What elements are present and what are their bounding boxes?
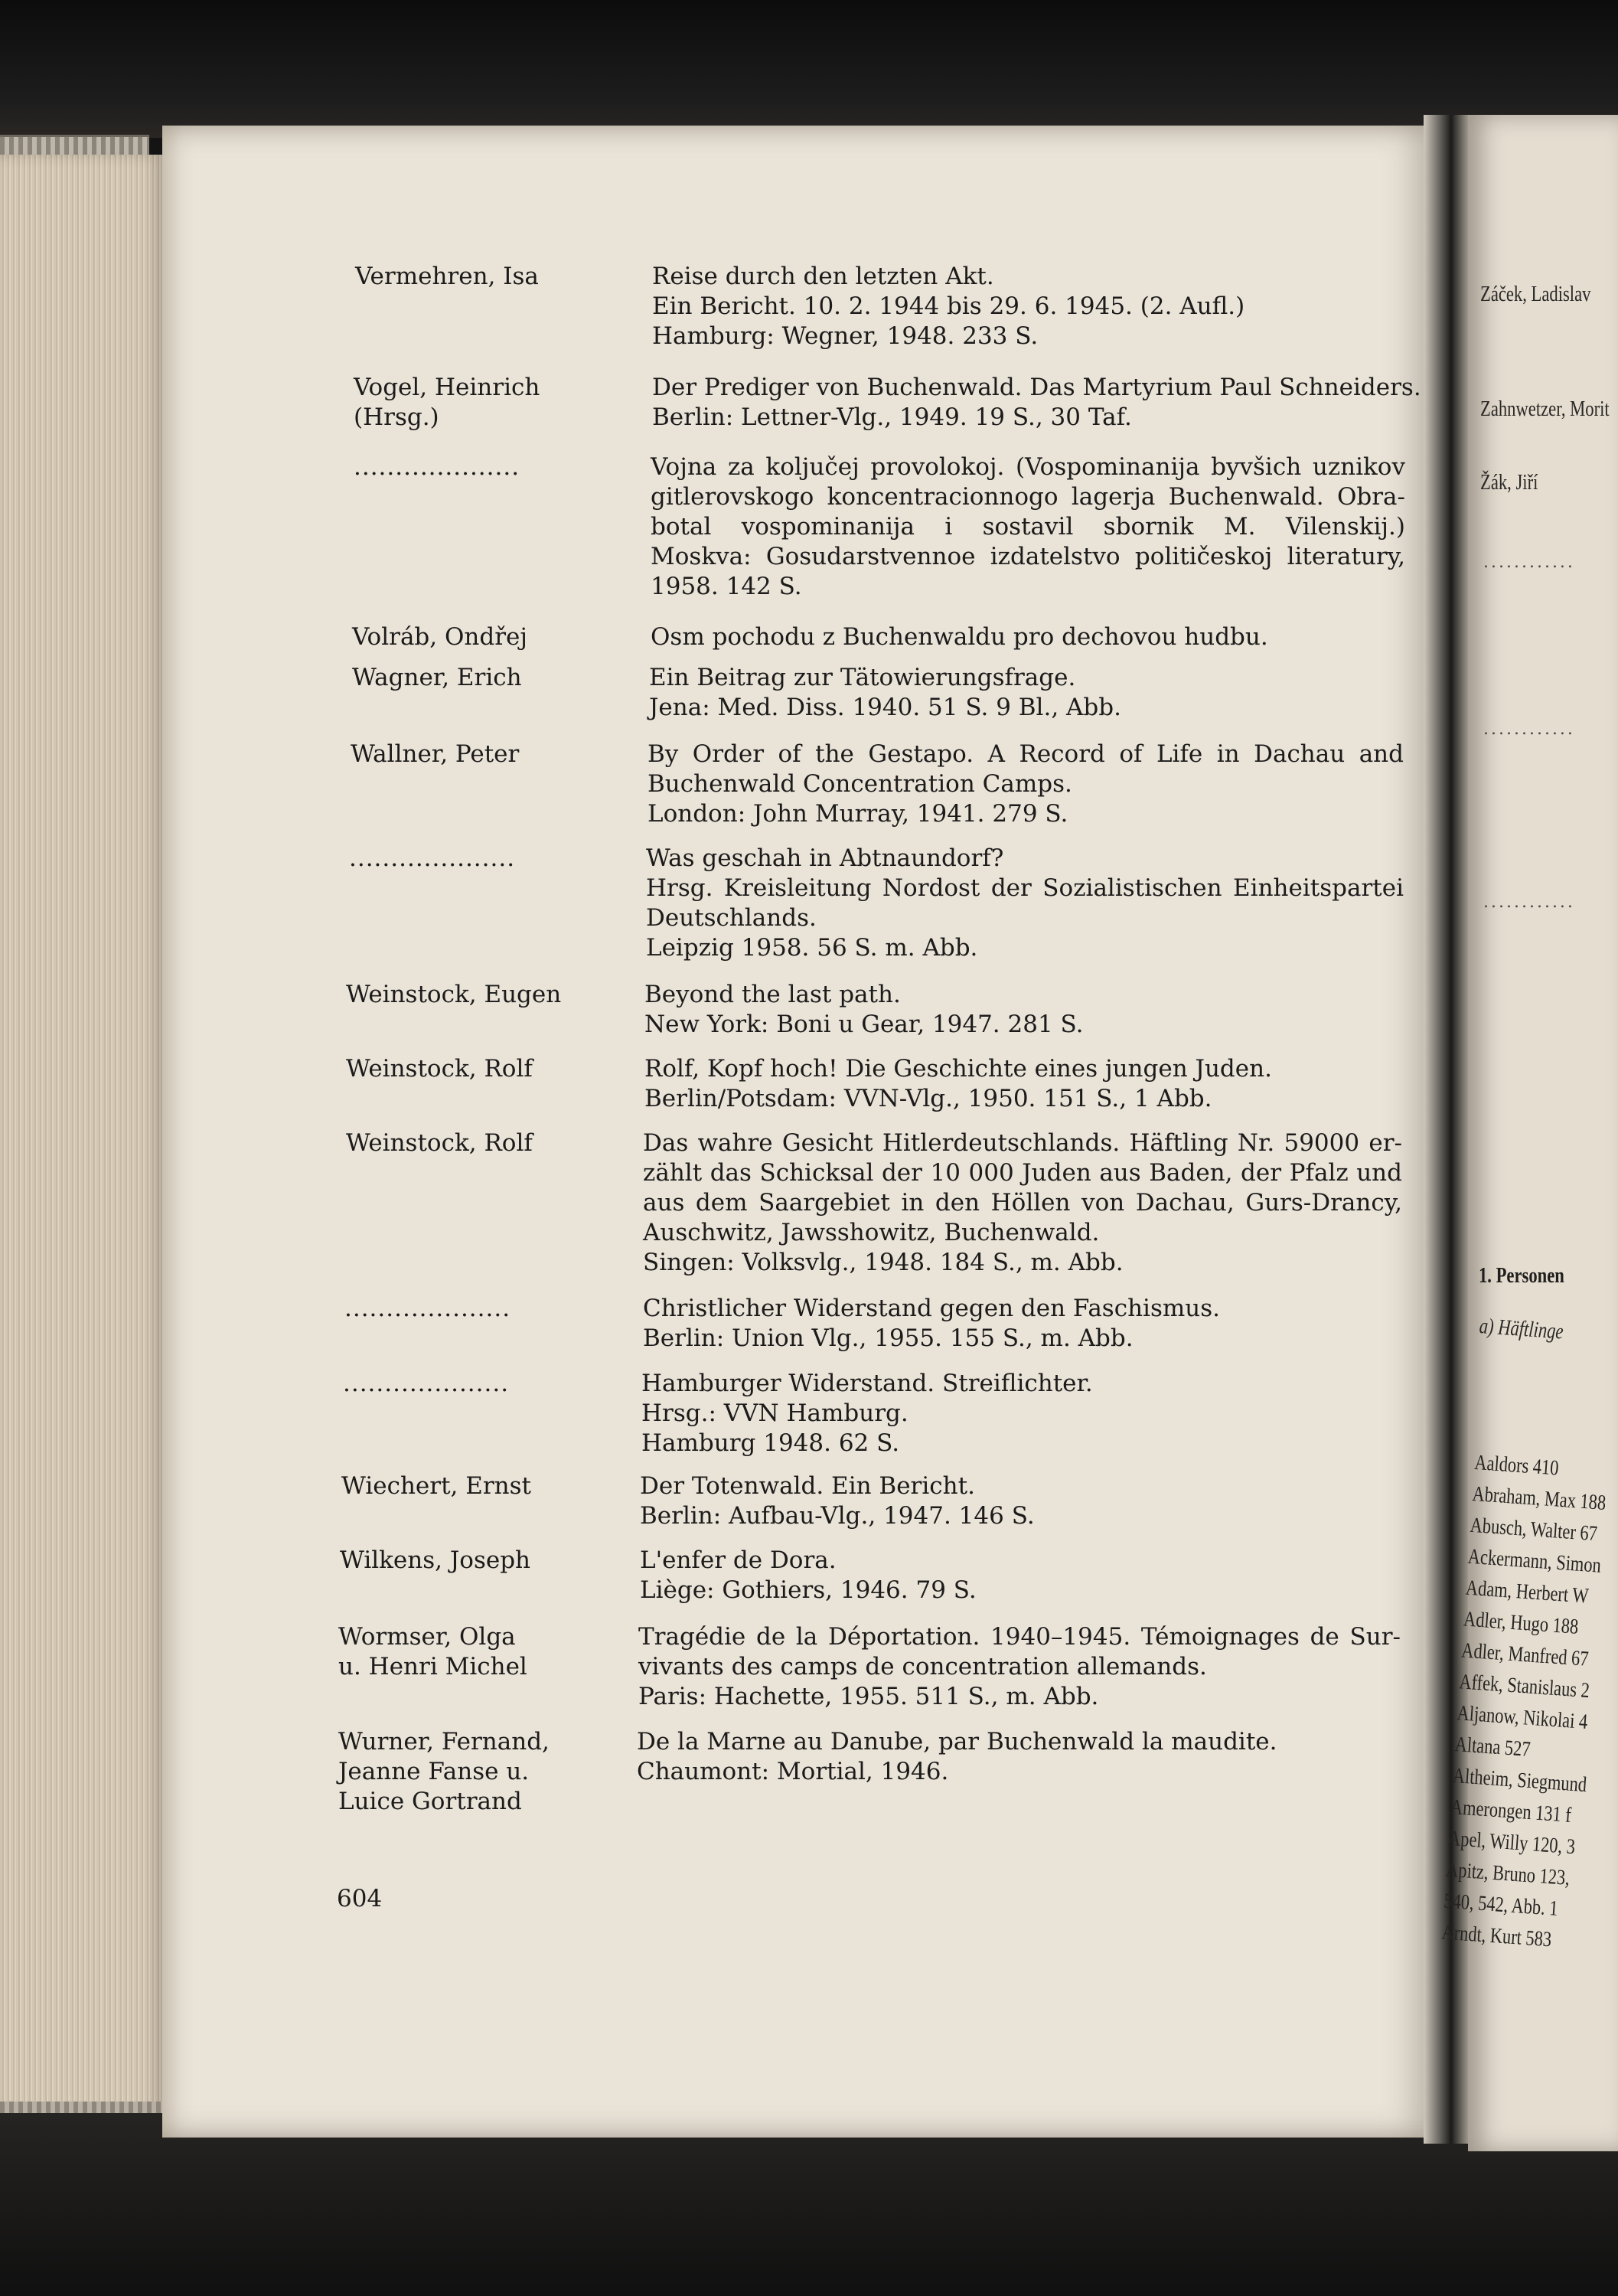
index-item: Abusch, Walter 67 — [1469, 1513, 1598, 1546]
index-item: 540, 542, Abb. 1 — [1443, 1889, 1559, 1921]
entry-author: Vogel, Heinrich — [354, 374, 540, 401]
author-omitted-dots: .................... — [349, 844, 516, 872]
entry-author: Vermehren, Isa — [355, 263, 539, 290]
page-number: 604 — [337, 1885, 383, 1912]
entry-line: Das wahre Gesicht Hitlerdeutschlands. Häftling Nr. 59000 er- — [643, 1129, 1402, 1157]
entry-author: Wormser, Olga — [338, 1623, 516, 1651]
next-page-name: Žák, Jiří — [1480, 470, 1538, 495]
entry-line: Liège: Gothiers, 1946. 79 S. — [640, 1576, 977, 1604]
entry-line: L'enfer de Dora. — [640, 1546, 837, 1574]
next-page-dots: ............ — [1483, 893, 1575, 912]
entry-line: Christlicher Widerstand gegen den Faschismus. — [643, 1295, 1220, 1322]
entry-line: Auschwitz, Jawsshowitz, Buchenwald. — [643, 1219, 1100, 1246]
index-item: Affek, Stanislaus 2 — [1458, 1670, 1590, 1703]
page-edges — [0, 155, 165, 2115]
entry-line: Tragédie de la Déportation. 1940–1945. Témoignages de Sur- — [638, 1623, 1401, 1651]
entry-author: Weinstock, Eugen — [346, 981, 562, 1008]
entry-line: Deutschlands. — [646, 904, 817, 932]
entry-line: vivants des camps de concentration allemands. — [638, 1653, 1207, 1680]
entry-line: Osm pochodu z Buchenwaldu pro dechovou hudbu. — [651, 623, 1268, 651]
index-item: Apel, Willy 120, 3 — [1447, 1826, 1576, 1860]
entry-line: Hamburg: Wegner, 1948. 233 S. — [652, 322, 1039, 350]
entry-author: Jeanne Fanse u. — [338, 1758, 530, 1785]
entry-author: u. Henri Michel — [338, 1653, 527, 1680]
left-page — [162, 126, 1433, 2138]
index-item: Aaldors 410 — [1473, 1450, 1560, 1481]
entry-author: Wagner, Erich — [352, 664, 522, 691]
entry-line: Reise durch den letzten Akt. — [652, 263, 994, 290]
next-page-dots: ............ — [1483, 720, 1575, 739]
entry-author: (Hrsg.) — [354, 403, 439, 431]
entry-line: Singen: Volksvlg., 1948. 184 S., m. Abb. — [643, 1249, 1124, 1276]
entry-author: Weinstock, Rolf — [346, 1129, 533, 1157]
right-page-partial — [1440, 115, 1618, 2151]
author-omitted-dots: .................... — [343, 1370, 510, 1397]
entry-line: Moskva: Gosudarstvennoe izdatelstvo političeskoj literatury, — [651, 543, 1405, 570]
entry-author: Wilkens, Joseph — [340, 1546, 531, 1574]
index-item: Arndt, Kurt 583 — [1440, 1920, 1553, 1952]
entry-line: Hamburg 1948. 62 S. — [641, 1429, 900, 1457]
entry-line: Berlin: Union Vlg., 1955. 155 S., m. Abb. — [643, 1324, 1134, 1352]
entry-line: Rolf, Kopf hoch! Die Geschichte eines jungen Juden. — [644, 1055, 1272, 1083]
index-item: Aljanow, Nikolai 4 — [1456, 1701, 1589, 1735]
index-item: Adam, Herbert W — [1465, 1576, 1590, 1609]
entry-line: gitlerovskogo koncentracionnogo lagerja Buchenwald. Obra- — [651, 483, 1405, 511]
entry-line: Der Prediger von Buchenwald. Das Martyrium Paul Schneiders. — [652, 374, 1421, 401]
entry-line: 1958. 142 S. — [651, 573, 802, 600]
entry-line: New York: Boni u Gear, 1947. 281 S. — [644, 1011, 1084, 1038]
entry-line: By Order of the Gestapo. A Record of Life in Dachau and — [648, 740, 1404, 768]
entry-line: Vojna za koljučej provolokoj. (Vospominanija byvšich uznikov — [651, 453, 1405, 481]
book-cover-bottom — [0, 2113, 1618, 2296]
next-page-heading: 1. Personen — [1479, 1263, 1564, 1288]
index-item: Adler, Hugo 188 — [1463, 1607, 1580, 1639]
entry-line: botal vospominanija i sostavil sbornik M. Vilenskij.) — [651, 513, 1405, 541]
entry-author: Wurner, Fernand, — [338, 1728, 550, 1755]
entry-author: Wallner, Peter — [351, 740, 520, 768]
next-page-name: Záček, Ladislav — [1480, 282, 1591, 306]
entry-line: Ein Bericht. 10. 2. 1944 bis 29. 6. 1945. (2. Aufl.) — [652, 292, 1245, 320]
entry-author: Volráb, Ondřej — [352, 623, 527, 651]
entry-line: Hamburger Widerstand. Streiflichter. — [641, 1370, 1093, 1397]
index-item: Altheim, Siegmund — [1451, 1763, 1588, 1798]
index-item: Amerongen 131 f — [1450, 1795, 1572, 1827]
index-item: Apitz, Bruno 123, — [1445, 1857, 1571, 1890]
index-item: Adler, Manfred 67 — [1460, 1638, 1590, 1671]
next-page-subheading: a) Häftlinge — [1478, 1314, 1564, 1344]
entry-author: Luice Gortrand — [338, 1788, 522, 1815]
next-page-name: Zahnwetzer, Morit — [1480, 397, 1610, 421]
entry-line: Leipzig 1958. 56 S. m. Abb. — [646, 934, 978, 962]
entry-author: Wiechert, Ernst — [341, 1472, 532, 1500]
entry-line: De la Marne au Danube, par Buchenwald la maudite. — [637, 1728, 1277, 1755]
entry-line: Chaumont: Mortial, 1946. — [637, 1758, 949, 1785]
index-item: Altana 527 — [1453, 1733, 1532, 1762]
author-omitted-dots: .................... — [344, 1295, 511, 1322]
entry-line: Berlin: Lettner-Vlg., 1949. 19 S., 30 Taf. — [652, 403, 1132, 431]
entry-line: Hrsg. Kreisleitung Nordost der Sozialistischen Einheitspartei — [646, 874, 1404, 902]
entry-line: Der Totenwald. Ein Bericht. — [640, 1472, 975, 1500]
index-item: Ackermann, Simon — [1466, 1544, 1602, 1578]
book-cover-top — [0, 0, 1618, 138]
entry-line: Paris: Hachette, 1955. 511 S., m. Abb. — [638, 1683, 1099, 1710]
index-item: Abraham, Max 188 — [1471, 1481, 1607, 1516]
entry-line: Berlin/Potsdam: VVN-Vlg., 1950. 151 S., 1 Abb. — [644, 1085, 1212, 1112]
entry-line: Beyond the last path. — [644, 981, 901, 1008]
entry-author: Weinstock, Rolf — [346, 1055, 533, 1083]
entry-line: Hrsg.: VVN Hamburg. — [641, 1399, 908, 1427]
entry-line: zählt das Schicksal der 10 000 Juden aus Baden, der Pfalz und — [643, 1159, 1402, 1187]
author-omitted-dots: .................... — [354, 453, 520, 481]
entry-line: Berlin: Aufbau-Vlg., 1947. 146 S. — [640, 1502, 1035, 1530]
entry-line: Was geschah in Abtnaundorf? — [646, 844, 1004, 872]
entry-line: Ein Beitrag zur Tätowierungsfrage. — [649, 664, 1076, 691]
entry-line: London: John Murray, 1941. 279 S. — [648, 800, 1068, 828]
next-page-dots: ............ — [1483, 553, 1575, 572]
entry-line: Buchenwald Concentration Camps. — [648, 770, 1072, 798]
entry-line: aus dem Saargebiet in den Höllen von Dachau, Gurs-Drancy, — [643, 1189, 1402, 1217]
entry-line: Jena: Med. Diss. 1940. 51 S. 9 Bl., Abb. — [649, 694, 1121, 721]
